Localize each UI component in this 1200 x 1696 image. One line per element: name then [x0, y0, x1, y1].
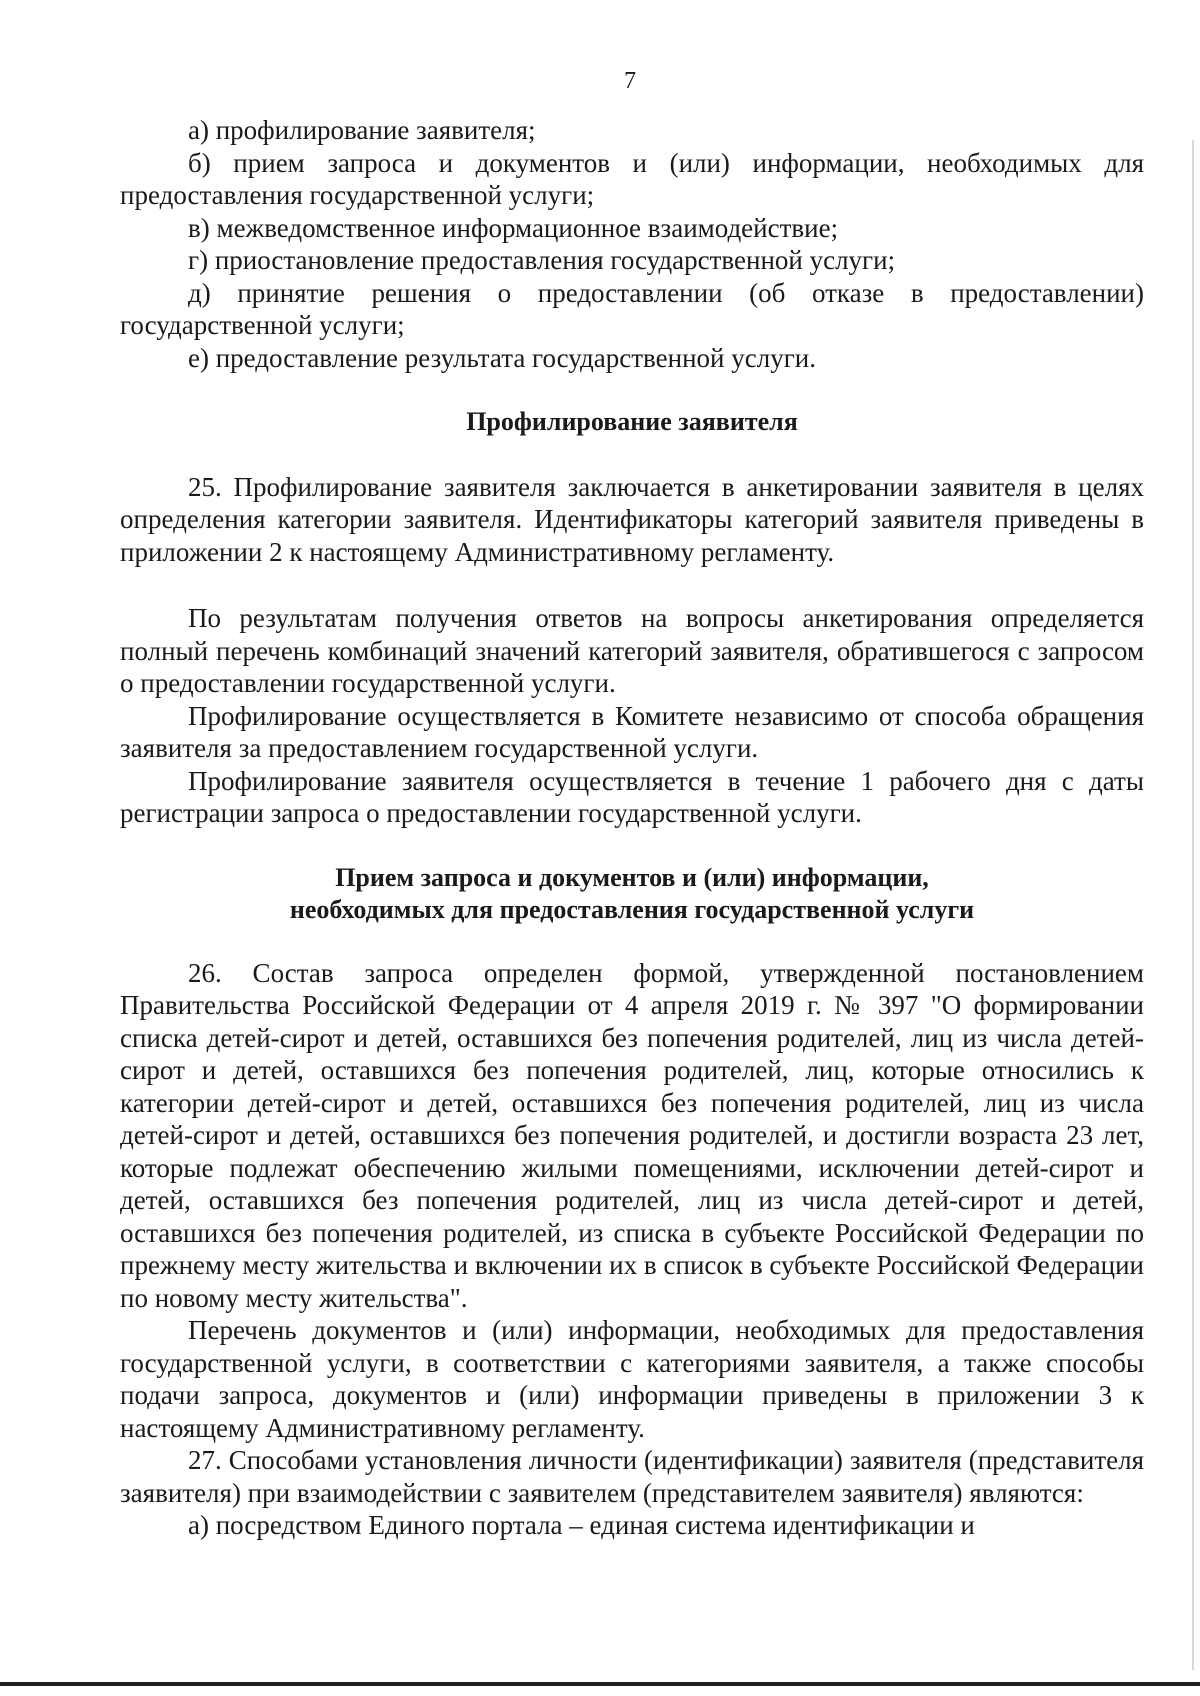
section-heading-line: Прием запроса и документов и (или) информации,	[335, 862, 929, 892]
paragraph: 27. Способами установления личности (идентификации) заявителя (представителя заявителя) при взаимодействии с заявителем (представителем заявителя) являются:	[120, 1445, 1144, 1508]
list-item: г) приостановление предоставления государственной услуги;	[188, 245, 896, 275]
list-item: е) предоставление результата государственной услуги.	[188, 342, 816, 373]
scan-edge	[1192, 140, 1194, 1670]
page-number: 7	[624, 68, 636, 94]
paragraph: а) посредством Единого портала – единая система идентификации и	[188, 1510, 975, 1540]
scan-bottom-border	[0, 1682, 1200, 1686]
paragraph: По результатам получения ответов на вопросы анкетирования определяется полный перечень комбинаций значений категорий заявителя, обратившегося с запросом о предоставлении государственной услуги.	[120, 603, 1144, 698]
list-item: д) принятие решения о предоставлении (об отказе в предоставлении) государственной услуги;	[120, 277, 1144, 340]
paragraph: Перечень документов и (или) информации, необходимых для предоставления государственной услуги, в соответствии с категориями заявителя, а также способы подачи запроса, документов и (или) информации приведены в приложении 3 к настоящему Административному регламенту.	[120, 1315, 1144, 1443]
section-heading	[120, 862, 1144, 927]
paragraph: Профилирование осуществляется в Комитете независимо от способа обращения заявителя за предоставлением государственной услуги.	[120, 700, 1144, 763]
paragraph: 25. Профилирование заявителя заключается в анкетировании заявителя в целях определения категории заявителя. Идентификаторы категорий заявителя приведены в приложении 2 к настоящему Административному регламенту.	[120, 471, 1144, 567]
paragraph: Профилирование заявителя осуществляется в течение 1 рабочего дня с даты регистрации запроса о предоставлении государственной услуги.	[120, 765, 1144, 828]
procedure-list	[120, 114, 1144, 374]
list-item: а) профилирование заявителя;	[188, 115, 536, 145]
paragraph: 26. Состав запроса определен формой, утвержденной постановлением Правительства Российской Федерации от 4 апреля 2019 г. № 397 "О формировании списка детей-сирот и детей, оставшихся без попечения родителей, лиц из числа детей-сирот и детей, оставшихся без попечения родителей, лиц, которые относились к категории детей-сирот и детей, оставшихся без попечения родителей, лиц из числа детей-сирот и детей, оставшихся без попечения родителей, и достигли возраста 23 лет, которые подлежат обеспечению жилыми помещениями, исключении детей-сирот и детей, оставшихся без попечения родителей, лиц из числа детей-сирот и детей, оставшихся без попечения родителей, из списка в субъекте Российской Федерации по прежнему месту жительства и включении их в список в субъекте Российской Федерации по новому месту жительства".	[120, 957, 1144, 1313]
document-body	[120, 114, 1144, 1542]
section-heading: Профилирование заявителя	[466, 407, 798, 436]
section-heading-line: необходимых для предоставления государственной услуги	[289, 895, 975, 924]
list-item: б) прием запроса и документов и (или) информации, необходимых для предоставления государственной услуги;	[120, 147, 1144, 210]
list-item: в) межведомственное информационное взаимодействие;	[188, 212, 839, 243]
